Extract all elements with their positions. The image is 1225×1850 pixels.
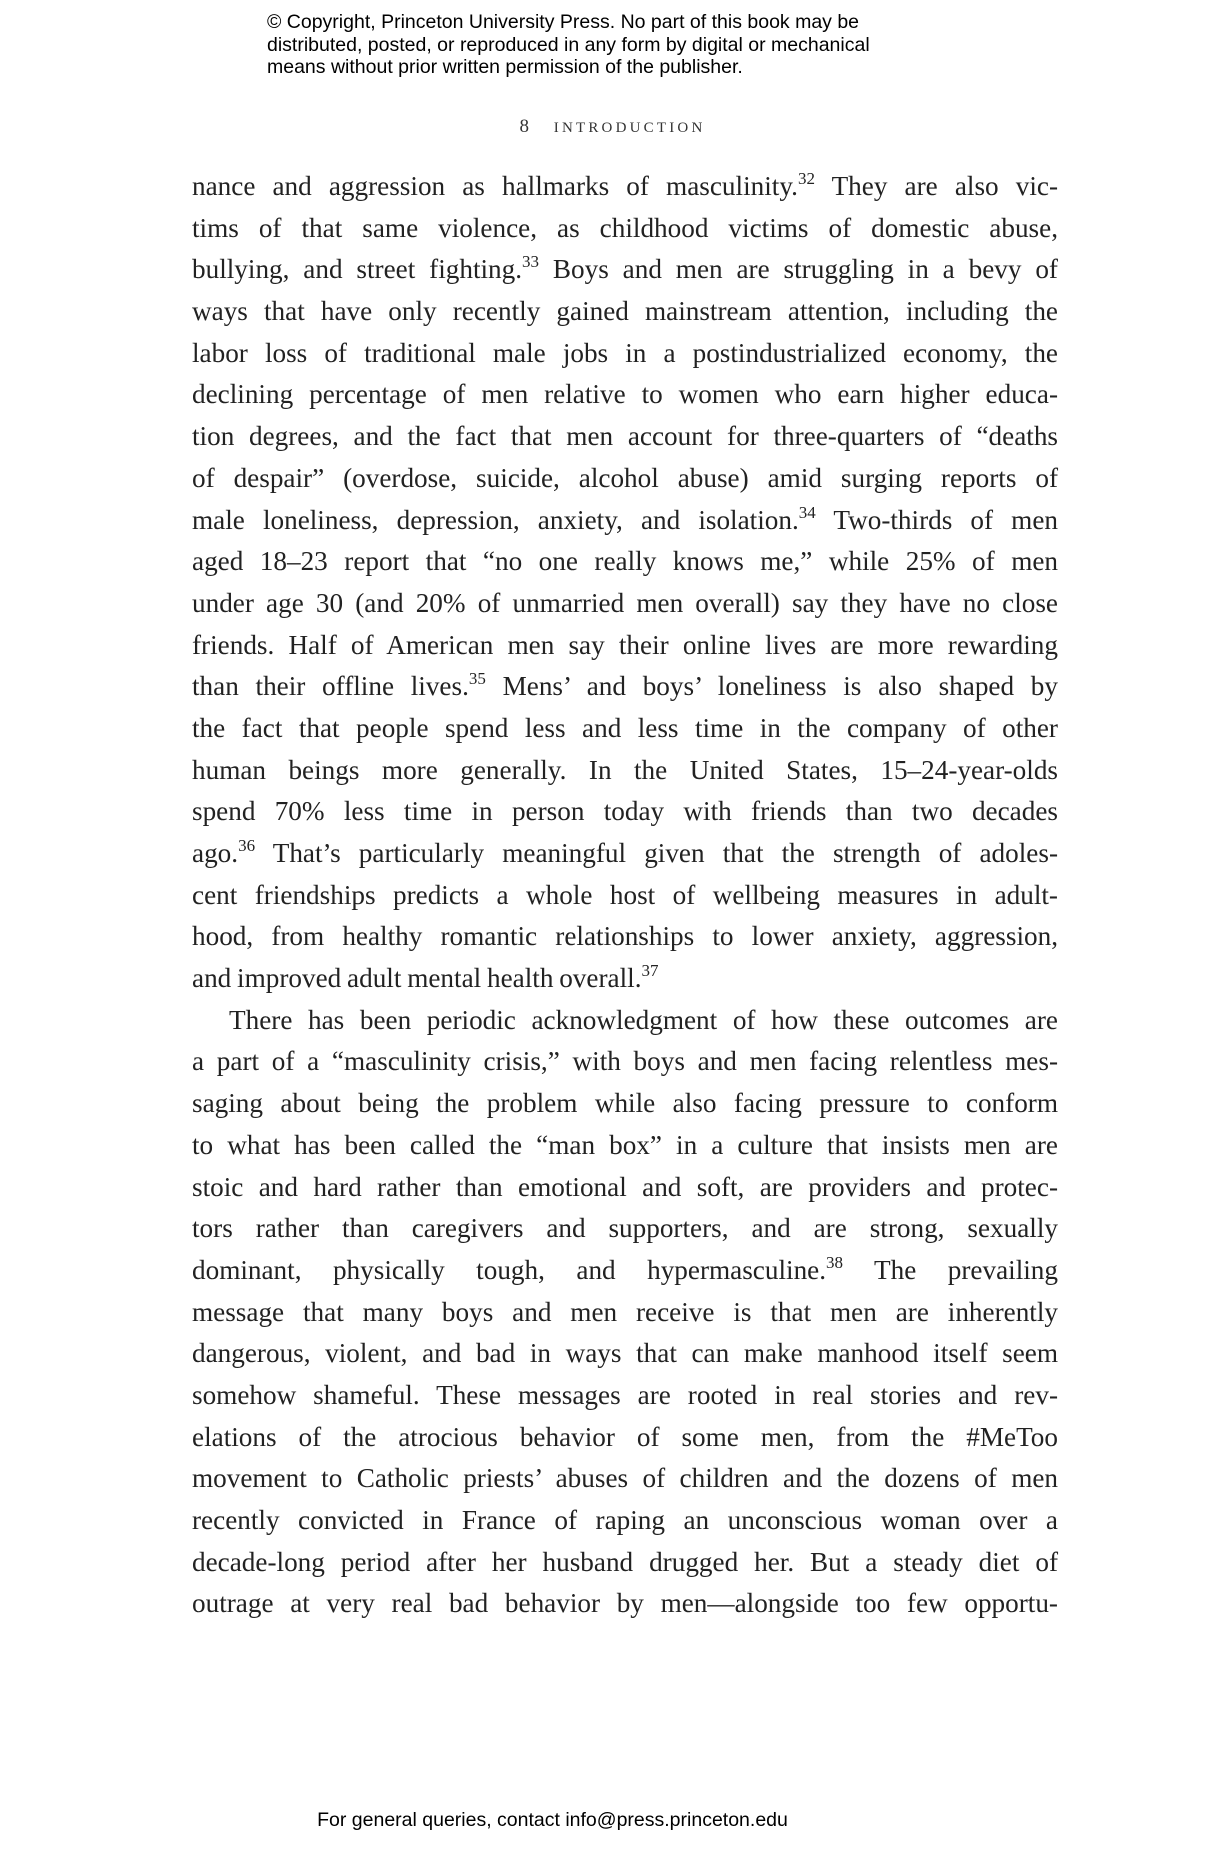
line-text: ways that have only recently gained mainstream attention, including the bbox=[192, 296, 1058, 327]
text-line bbox=[192, 291, 1058, 333]
text-line bbox=[192, 249, 1058, 291]
footer-contact: For general queries, contact info@press.princeton.edu bbox=[317, 1809, 788, 1831]
text-line bbox=[192, 1292, 1058, 1334]
footnote-ref[interactable]: 37 bbox=[641, 961, 659, 981]
footnote-ref[interactable]: 35 bbox=[468, 669, 486, 689]
line-text: dangerous, violent, and bad in ways that can make manhood itself seem bbox=[192, 1338, 1058, 1369]
line-text: The prevailing bbox=[843, 1254, 1058, 1285]
line-text: to what has been called the “man box” in a culture that insists men are bbox=[192, 1129, 1058, 1160]
text-line bbox=[192, 666, 1058, 708]
line-text: movement to Catholic priests’ abuses of children and the dozens of men bbox=[192, 1463, 1058, 1494]
line-text: somehow shameful. These messages are rooted in real stories and rev- bbox=[192, 1379, 1058, 1410]
text-line bbox=[192, 833, 1058, 875]
line-text: male loneliness, depression, anxiety, and isolation. bbox=[192, 504, 799, 535]
line-text: saging about being the problem while also facing pressure to conform bbox=[192, 1088, 1058, 1119]
line-text: ago. bbox=[192, 838, 239, 868]
line-text: outrage at very real bad behavior by men—alongside too few opportu- bbox=[192, 1588, 1058, 1619]
line-text: Mens’ and boys’ loneliness is also shaped by bbox=[485, 671, 1058, 702]
line-text: decade-long period after her husband drugged her. But a steady diet of bbox=[192, 1546, 1058, 1577]
line-text: nance and aggression as hallmarks of masculinity. bbox=[192, 171, 798, 201]
text-line bbox=[192, 208, 1058, 250]
line-text: a part of a “masculinity crisis,” with boys and men facing relentless mes- bbox=[192, 1046, 1058, 1077]
text-line bbox=[192, 958, 1058, 1000]
text-line bbox=[192, 374, 1058, 416]
line-text: dominant, physically tough, and hypermasculine. bbox=[192, 1254, 827, 1285]
text-line bbox=[192, 708, 1058, 750]
text-line bbox=[192, 1375, 1058, 1417]
line-text: They are also vic- bbox=[814, 171, 1058, 201]
body-text bbox=[192, 166, 1058, 1625]
line-text: Boys and men are struggling in a bevy of bbox=[539, 254, 1058, 285]
line-text: the fact that people spend less and less time in the company of other bbox=[192, 712, 1058, 743]
text-line bbox=[192, 1083, 1058, 1125]
text-line bbox=[192, 166, 1058, 208]
paragraph-1 bbox=[192, 166, 1058, 1000]
line-text: than their offline lives. bbox=[192, 671, 469, 702]
line-text: cent friendships predicts a whole host of wellbeing measures in adult- bbox=[192, 879, 1058, 910]
line-text: recently convicted in France of raping an unconscious woman over a bbox=[192, 1505, 1058, 1535]
copyright-line: © Copyright, Princeton University Press. No part of this book may be bbox=[267, 11, 860, 33]
text-line bbox=[192, 625, 1058, 667]
line-text: and improved adult mental health overall. bbox=[192, 963, 642, 994]
text-line bbox=[192, 1542, 1058, 1584]
line-text: tion degrees, and the fact that men account for three-quarters of “deaths bbox=[192, 421, 1058, 452]
text-line bbox=[192, 416, 1058, 458]
copyright-notice bbox=[267, 11, 967, 79]
text-line bbox=[192, 1333, 1058, 1375]
line-text: spend 70% less time in person today with friends than two decades bbox=[192, 796, 1058, 827]
line-text: aged 18–23 report that “no one really knows me,” while 25% of men bbox=[192, 546, 1058, 577]
line-text: human beings more generally. In the United States, 15–24-year-olds bbox=[192, 754, 1058, 785]
line-text: under age 30 (and 20% of unmarried men overall) say they have no close bbox=[192, 587, 1058, 618]
line-text: elations of the atrocious behavior of some men, from the #MeToo bbox=[192, 1421, 1058, 1452]
line-text: stoic and hard rather than emotional and soft, are providers and protec- bbox=[192, 1171, 1058, 1202]
text-line bbox=[192, 875, 1058, 917]
text-line bbox=[192, 333, 1058, 375]
line-text: That’s particularly meaningful given that the strength of adoles- bbox=[255, 838, 1058, 868]
text-line bbox=[192, 1583, 1058, 1625]
text-line bbox=[192, 458, 1058, 500]
line-text: Two-thirds of men bbox=[815, 504, 1058, 535]
text-line bbox=[192, 1250, 1058, 1292]
line-text: of despair” (overdose, suicide, alcohol abuse) amid surging reports of bbox=[192, 462, 1058, 493]
footnote-ref[interactable]: 38 bbox=[826, 1252, 844, 1272]
line-text: hood, from healthy romantic relationships to lower anxiety, aggression, bbox=[192, 921, 1058, 952]
footnote-ref[interactable]: 36 bbox=[238, 836, 256, 855]
text-line bbox=[192, 500, 1058, 542]
text-line bbox=[192, 1000, 1058, 1042]
line-text: tors rather than caregivers and supporters, and are strong, sexually bbox=[192, 1213, 1058, 1244]
paragraph-2 bbox=[192, 1000, 1058, 1625]
text-line bbox=[192, 1167, 1058, 1209]
running-head bbox=[0, 113, 1225, 139]
text-line bbox=[192, 791, 1058, 833]
section-title: introduction bbox=[553, 112, 706, 137]
line-text: There has been periodic acknowledgment of how these outcomes are bbox=[229, 1004, 1058, 1035]
page-number: 8 bbox=[519, 116, 529, 137]
line-text: declining percentage of men relative to women who earn higher educa- bbox=[192, 379, 1058, 410]
text-line bbox=[192, 750, 1058, 792]
text-line bbox=[192, 1208, 1058, 1250]
line-text: bullying, and street fighting. bbox=[192, 254, 523, 285]
text-line bbox=[192, 1458, 1058, 1500]
footnote-ref[interactable]: 32 bbox=[797, 169, 815, 188]
line-text: friends. Half of American men say their online lives are more rewarding bbox=[192, 629, 1058, 660]
text-line bbox=[192, 583, 1058, 625]
line-text: message that many boys and men receive is that men are inherently bbox=[192, 1296, 1058, 1327]
copyright-line: means without prior written permission of the publisher. bbox=[267, 56, 743, 78]
footnote-ref[interactable]: 33 bbox=[522, 252, 540, 272]
text-line bbox=[192, 1417, 1058, 1459]
text-line bbox=[192, 1041, 1058, 1083]
text-line bbox=[192, 541, 1058, 583]
text-line bbox=[192, 1500, 1058, 1542]
line-text: labor loss of traditional male jobs in a postindustrialized economy, the bbox=[192, 337, 1058, 368]
text-line bbox=[192, 1125, 1058, 1167]
copyright-line: distributed, posted, or reproduced in any form by digital or mechanical bbox=[267, 33, 870, 56]
text-line bbox=[192, 916, 1058, 958]
line-text: tims of that same violence, as childhood victims of domestic abuse, bbox=[192, 212, 1058, 243]
footnote-ref[interactable]: 34 bbox=[798, 502, 816, 522]
